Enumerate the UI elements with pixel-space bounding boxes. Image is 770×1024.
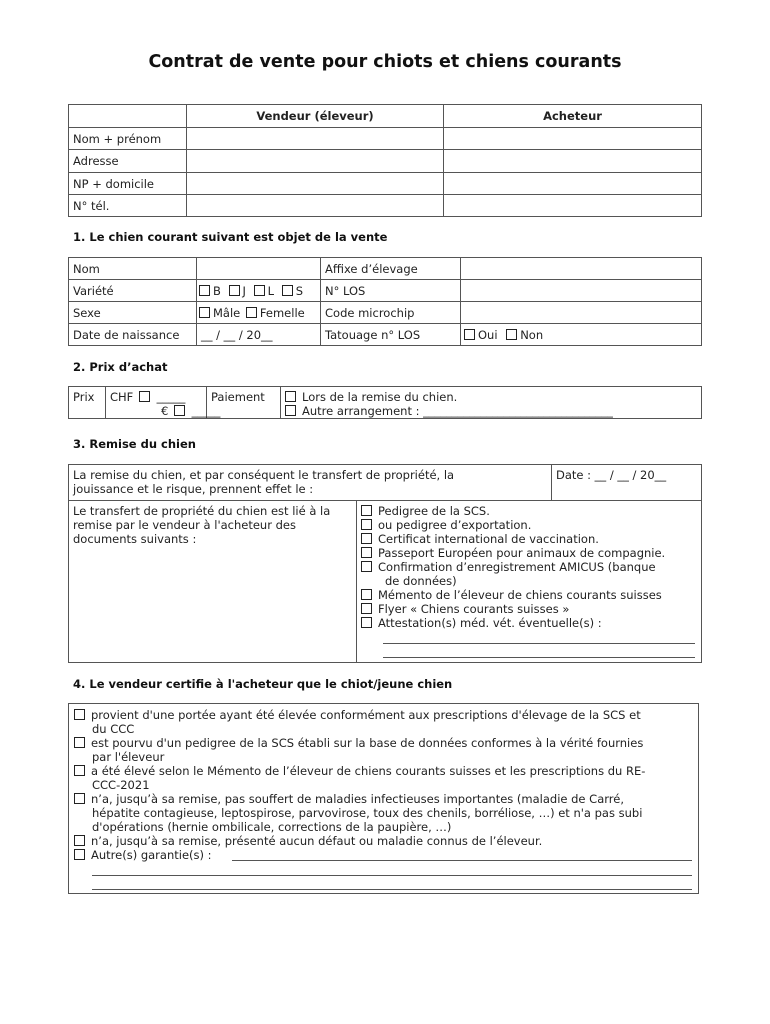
kennel-label: Affixe d’élevage bbox=[321, 258, 461, 280]
handover-table bbox=[68, 464, 702, 663]
seller-header: Vendeur (éleveur) bbox=[187, 105, 444, 128]
guarantee-disease-checkbox[interactable] bbox=[74, 793, 85, 804]
eur-label: € bbox=[161, 404, 169, 418]
handover-date-field[interactable] bbox=[552, 465, 702, 501]
row-label-name: Nom + prénom bbox=[69, 128, 187, 150]
tattoo-yes-checkbox[interactable] bbox=[464, 329, 475, 340]
guarantee-pedigree-line2: par l'éleveur bbox=[92, 750, 165, 764]
guarantee-memento-line2: CCC-2021 bbox=[92, 778, 150, 792]
price-label-text: Prix bbox=[73, 390, 95, 404]
doc-memento-checkbox[interactable] bbox=[361, 589, 372, 600]
handover-date-label: Date : __ / __ / 20__ bbox=[556, 468, 667, 482]
payment-handover-option bbox=[285, 390, 697, 404]
guarantee-other bbox=[74, 848, 692, 862]
birthdate-field[interactable]: __ / __ / 20__ bbox=[197, 324, 321, 346]
doc-item bbox=[361, 616, 697, 630]
sex-options bbox=[197, 302, 321, 324]
payment-other-label[interactable]: Autre arrangement : _________________________________ bbox=[302, 404, 613, 418]
variety-s-checkbox[interactable] bbox=[282, 285, 293, 296]
variety-j-checkbox[interactable] bbox=[229, 285, 240, 296]
section4-title: 4. Le vendeur certifie à l'acheteur que le chiot/jeune chien bbox=[73, 677, 453, 691]
row-label-zip-city: NP + domicile bbox=[69, 173, 187, 195]
price-amounts bbox=[106, 387, 221, 419]
chf-checkbox[interactable] bbox=[139, 391, 150, 402]
variety-l-label: L bbox=[267, 283, 275, 298]
doc-item bbox=[361, 518, 697, 532]
doc-vaccination-label: Certificat international de vaccination. bbox=[378, 532, 599, 546]
variety-s-label: S bbox=[295, 283, 303, 298]
doc-export-pedigree-checkbox[interactable] bbox=[361, 519, 372, 530]
sex-female-checkbox[interactable] bbox=[246, 307, 257, 318]
guarantee-memento-line1: a été élevé selon le Mémento de l’éleveur de chiens courants suisses et les prescriptions du RE- bbox=[91, 764, 646, 778]
sex-male-label: Mâle bbox=[213, 305, 241, 320]
doc-item bbox=[361, 546, 697, 560]
tattoo-no-checkbox[interactable] bbox=[506, 329, 517, 340]
variety-label: Variété bbox=[69, 280, 197, 302]
guarantee-litter-line1: provient d'une portée ayant été élevée conformément aux prescriptions d'élevage de la SCS et bbox=[91, 708, 641, 722]
buyer-phone-field[interactable] bbox=[444, 195, 702, 217]
doc-pedigree-label: Pedigree de la SCS. bbox=[378, 504, 490, 518]
sex-male-checkbox[interactable] bbox=[199, 307, 210, 318]
buyer-address-field[interactable] bbox=[444, 150, 702, 173]
kennel-field[interactable] bbox=[461, 258, 702, 280]
guarantee-item bbox=[74, 736, 692, 764]
doc-export-pedigree-label: ou pedigree d’exportation. bbox=[378, 518, 532, 532]
transfer-line3: documents suivants : bbox=[73, 532, 197, 546]
price-table bbox=[68, 386, 702, 419]
payment-label-text: Paiement bbox=[211, 390, 265, 404]
seller-name-field[interactable] bbox=[187, 128, 444, 150]
payment-other-option bbox=[285, 404, 697, 418]
guarantee-item bbox=[74, 708, 692, 736]
los-number-field[interactable] bbox=[461, 280, 702, 302]
handover-effect-text bbox=[69, 465, 552, 501]
chf-label: CHF bbox=[110, 390, 134, 404]
page-title: Contrat de vente pour chiots et chiens courants bbox=[148, 52, 622, 72]
doc-amicus-checkbox[interactable] bbox=[361, 561, 372, 572]
microchip-label: Code microchip bbox=[321, 302, 461, 324]
variety-l-checkbox[interactable] bbox=[254, 285, 265, 296]
vet-attestation-line-2[interactable] bbox=[383, 644, 695, 658]
buyer-zip-city-field[interactable] bbox=[444, 173, 702, 195]
payment-handover-label: Lors de la remise du chien. bbox=[302, 390, 458, 404]
dog-name-field[interactable] bbox=[197, 258, 321, 280]
documents-list bbox=[357, 501, 702, 663]
seller-zip-city-field[interactable] bbox=[187, 173, 444, 195]
seller-address-field[interactable] bbox=[187, 150, 444, 173]
doc-amicus-label: Confirmation d’enregistrement AMICUS (banque bbox=[378, 560, 656, 574]
guarantee-defect-checkbox[interactable] bbox=[74, 835, 85, 846]
section2-title: 2. Prix d’achat bbox=[73, 360, 168, 374]
price-label bbox=[69, 387, 106, 419]
section3-title: 3. Remise du chien bbox=[73, 437, 196, 451]
parties-corner bbox=[69, 105, 187, 128]
guarantee-item bbox=[74, 792, 692, 834]
doc-vet-label: Attestation(s) méd. vét. éventuelle(s) : bbox=[378, 616, 602, 630]
doc-amicus-continuation: de données) bbox=[385, 574, 457, 588]
row-label-phone: N° tél. bbox=[69, 195, 187, 217]
doc-item bbox=[361, 532, 697, 546]
eur-amount-field[interactable]: _____ bbox=[191, 404, 221, 418]
tattoo-options bbox=[461, 324, 702, 346]
transfer-line1: Le transfert de propriété du chien est lié à la bbox=[73, 504, 331, 518]
sex-female-label: Femelle bbox=[259, 305, 305, 320]
guarantee-memento-checkbox[interactable] bbox=[74, 765, 85, 776]
doc-flyer-checkbox[interactable] bbox=[361, 603, 372, 614]
guarantee-other-line-1[interactable] bbox=[232, 848, 692, 861]
section1-title: 1. Le chien courant suivant est objet de la vente bbox=[73, 230, 388, 244]
guarantee-other-checkbox[interactable] bbox=[74, 849, 85, 860]
los-number-label: N° LOS bbox=[321, 280, 461, 302]
guarantee-other-label: Autre(s) garantie(s) : bbox=[91, 848, 212, 862]
variety-b-label: B bbox=[213, 283, 221, 298]
doc-vet-checkbox[interactable] bbox=[361, 617, 372, 628]
guarantee-disease-line2: hépatite contagieuse, leptospirose, parvovirose, toux des chenils, borréliose, …) et n'a pas subi bbox=[92, 806, 643, 820]
handover-effect-line2: jouissance et le risque, prennent effet le : bbox=[73, 482, 314, 496]
guarantee-litter-line2: du CCC bbox=[92, 722, 135, 736]
chf-amount-field[interactable]: _____ bbox=[156, 390, 186, 404]
doc-vaccination-checkbox[interactable] bbox=[361, 533, 372, 544]
guarantee-pedigree-checkbox[interactable] bbox=[74, 737, 85, 748]
guarantee-other-line-3[interactable] bbox=[92, 876, 692, 890]
doc-flyer-label: Flyer « Chiens courants suisses » bbox=[378, 602, 570, 616]
row-label-address: Adresse bbox=[69, 150, 187, 173]
vet-attestation-line-1[interactable] bbox=[383, 630, 695, 644]
tattoo-label: Tatouage n° LOS bbox=[321, 324, 461, 346]
doc-item bbox=[361, 504, 697, 518]
doc-item bbox=[361, 602, 697, 616]
parties-table bbox=[68, 104, 702, 217]
variety-j-label: J bbox=[242, 283, 246, 298]
doc-passport-label: Passeport Européen pour animaux de compagnie. bbox=[378, 546, 666, 560]
microchip-field[interactable] bbox=[461, 302, 702, 324]
handover-effect-line1: La remise du chien, et par conséquent le transfert de propriété, la bbox=[73, 468, 455, 482]
transfer-line2: remise par le vendeur à l'acheteur des bbox=[73, 518, 296, 532]
doc-item bbox=[361, 560, 697, 574]
sex-label: Sexe bbox=[69, 302, 197, 324]
guarantee-litter-checkbox[interactable] bbox=[74, 709, 85, 720]
guarantee-pedigree-line1: est pourvu d'un pedigree de la SCS établi sur la base de données conformes à la vérité fournies bbox=[91, 736, 644, 750]
guarantee-other-line-2[interactable] bbox=[92, 862, 692, 876]
payment-options bbox=[281, 387, 702, 419]
seller-phone-field[interactable] bbox=[187, 195, 444, 217]
dog-table bbox=[68, 257, 702, 346]
tattoo-no-label: Non bbox=[520, 327, 544, 342]
guarantees-box bbox=[68, 703, 699, 894]
dog-name-label: Nom bbox=[69, 258, 197, 280]
buyer-header: Acheteur bbox=[444, 105, 702, 128]
eur-line bbox=[108, 404, 221, 418]
chf-line bbox=[110, 390, 202, 404]
transfer-text bbox=[69, 501, 357, 663]
tattoo-yes-label: Oui bbox=[478, 327, 498, 342]
guarantee-disease-line1: n’a, jusqu’à sa remise, pas souffert de maladies infectieuses importantes (maladie de Carré, bbox=[91, 792, 624, 806]
doc-item bbox=[361, 588, 697, 602]
guarantee-item bbox=[74, 764, 692, 792]
variety-options bbox=[197, 280, 321, 302]
doc-memento-label: Mémento de l’éleveur de chiens courants suisses bbox=[378, 588, 662, 602]
guarantee-item bbox=[74, 834, 692, 848]
eur-checkbox[interactable] bbox=[174, 405, 185, 416]
doc-pedigree-checkbox[interactable] bbox=[361, 505, 372, 516]
guarantee-disease-line3: d'opérations (hernie ombilicale, corrections de la paupière, …) bbox=[92, 820, 452, 834]
variety-b-checkbox[interactable] bbox=[199, 285, 210, 296]
payment-handover-checkbox[interactable] bbox=[285, 391, 296, 402]
payment-other-checkbox[interactable] bbox=[285, 405, 296, 416]
guarantee-defect-line1: n’a, jusqu’à sa remise, présenté aucun défaut ou maladie connus de l’éleveur. bbox=[91, 834, 543, 848]
buyer-name-field[interactable] bbox=[444, 128, 702, 150]
birthdate-label: Date de naissance bbox=[69, 324, 197, 346]
doc-passport-checkbox[interactable] bbox=[361, 547, 372, 558]
